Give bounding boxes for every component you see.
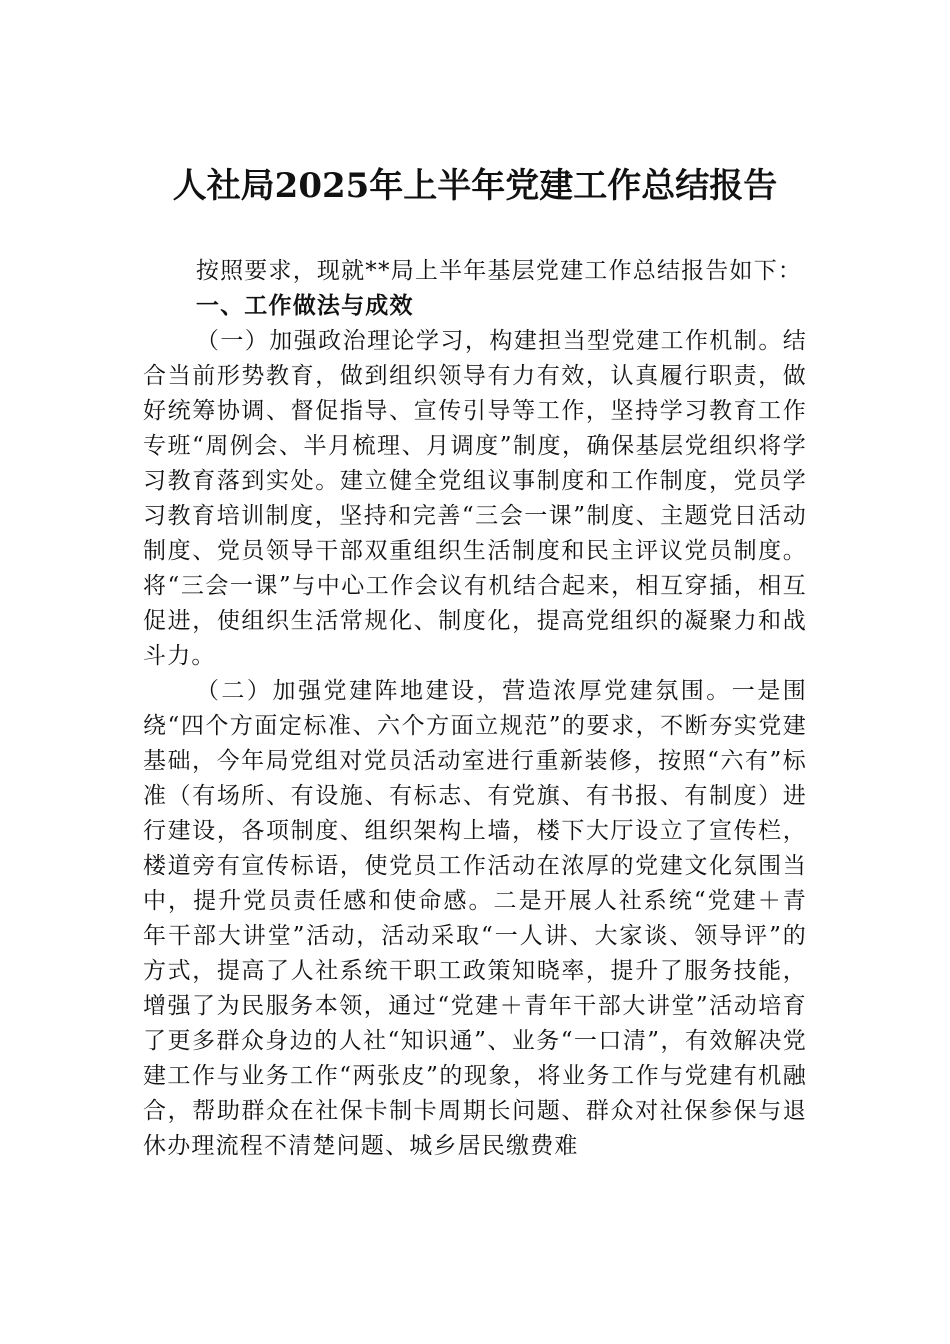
body-paragraph-1: （一）加强政治理论学习，构建担当型党建工作机制。结合当前形势教育，做到组织领导有力有效，认真履行职责，做好统筹协调、督促指导、宣传引导等工作，坚持学习教育工作专班“周例会、半月梳理、月调度”制度，确保基层党组织将学习教育落到实处。建立健全党组议事制度和工作制度，党员学习教育培训制度，坚持和完善“三会一课”制度、主题党日活动制度、党员领导干部双重组织生活制度和民主评议党员制度。将“三会一课”与中心工作会议有机结合起来，相互穿插，相互促进，使组织生活常规化、制度化，提高党组织的凝聚力和战斗力。	[143, 328, 807, 669]
document-title: 人社局2025年上半年党建工作总结报告	[172, 166, 778, 206]
document-body	[143, 254, 807, 1164]
section-heading: 一、工作做法与成效	[195, 293, 414, 319]
intro-paragraph: 按照要求，现就**局上半年基层党建工作总结报告如下：	[195, 258, 803, 284]
body-paragraph-2: （二）加强党建阵地建设，营造浓厚党建氛围。一是围绕“四个方面定标准、六个方面立规范”的要求，不断夯实党建基础，今年局党组对党员活动室进行重新装修，按照“六有”标准（有场所、有设施、有标志、有党旗、有书报、有制度）进行建设，各项制度、组织架构上墙，楼下大厅设立了宣传栏，楼道旁有宣传标语，使党员工作活动在浓厚的党建文化氛围当中，提升党员责任感和使命感。二是开展人社系统“党建＋青年干部大讲堂”活动，活动采取“一人讲、大家谈、领导评”的方式，提高了人社系统干职工政策知晓率，提升了服务技能，增强了为民服务本领，通过“党建＋青年干部大讲堂”活动培育了更多群众身边的人社“知识通”、业务“一口清”，有效解决党建工作与业务工作“两张皮”的现象，将业务工作与党建有机融合，帮助群众在社保卡制卡周期长问题、群众对社保参保与退休办理流程不清楚问题、城乡居民缴费难	[143, 678, 807, 1159]
